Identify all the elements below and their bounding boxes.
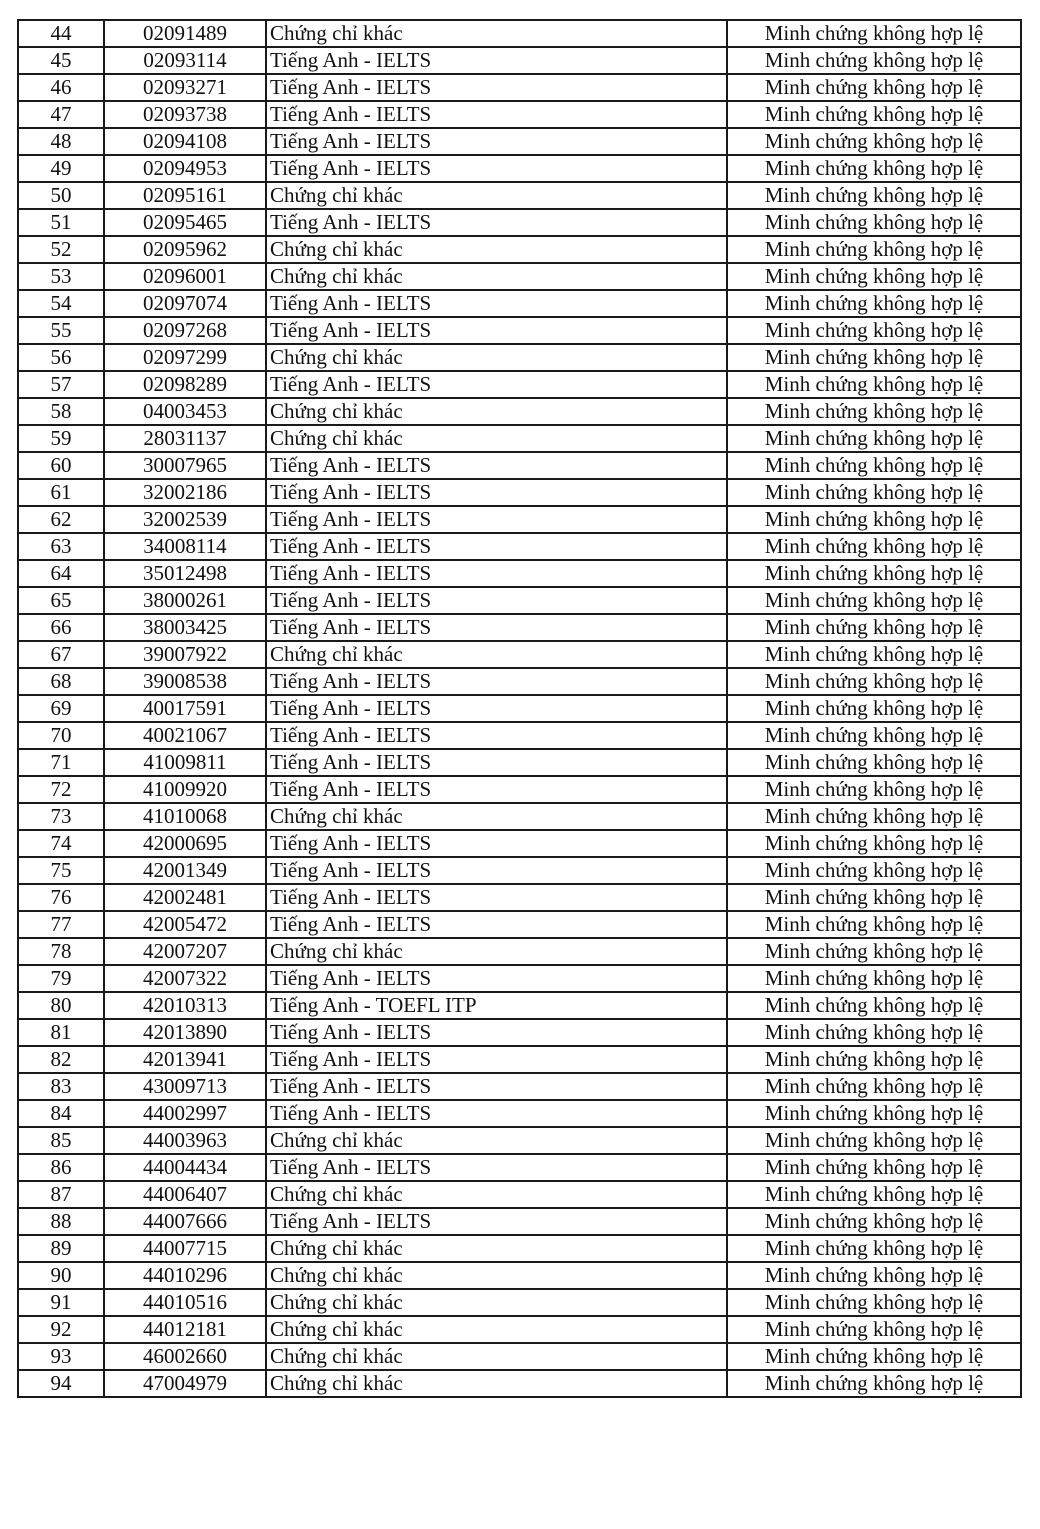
row-number-cell: 88	[18, 1208, 104, 1235]
candidate-id-cell: 32002539	[104, 506, 266, 533]
certificate-cell: Tiếng Anh - IELTS	[266, 1154, 727, 1181]
candidate-id-cell: 02097268	[104, 317, 266, 344]
reason-cell: Minh chứng không hợp lệ	[727, 965, 1021, 992]
certificate-cell: Chứng chỉ khác	[266, 182, 727, 209]
certificate-cell: Tiếng Anh - IELTS	[266, 965, 727, 992]
table-row	[18, 911, 1021, 938]
certificate-cell: Tiếng Anh - IELTS	[266, 884, 727, 911]
certificate-cell: Tiếng Anh - IELTS	[266, 101, 727, 128]
candidate-id-cell: 02098289	[104, 371, 266, 398]
row-number-cell: 79	[18, 965, 104, 992]
reason-cell: Minh chứng không hợp lệ	[727, 1370, 1021, 1397]
table-row	[18, 1181, 1021, 1208]
certificate-cell: Tiếng Anh - IELTS	[266, 290, 727, 317]
certificate-cell: Tiếng Anh - IELTS	[266, 695, 727, 722]
reason-cell: Minh chứng không hợp lệ	[727, 803, 1021, 830]
table-row	[18, 128, 1021, 155]
reason-cell: Minh chứng không hợp lệ	[727, 884, 1021, 911]
candidate-id-cell: 44007715	[104, 1235, 266, 1262]
certificate-cell: Chứng chỉ khác	[266, 236, 727, 263]
document-page	[17, 19, 1009, 1398]
reason-cell: Minh chứng không hợp lệ	[727, 722, 1021, 749]
certificate-cell: Tiếng Anh - IELTS	[266, 830, 727, 857]
row-number-cell: 84	[18, 1100, 104, 1127]
table-row	[18, 1208, 1021, 1235]
reason-cell: Minh chứng không hợp lệ	[727, 668, 1021, 695]
table-row	[18, 47, 1021, 74]
row-number-cell: 49	[18, 155, 104, 182]
table-row	[18, 290, 1021, 317]
reason-cell: Minh chứng không hợp lệ	[727, 425, 1021, 452]
reason-cell: Minh chứng không hợp lệ	[727, 101, 1021, 128]
candidate-id-cell: 46002660	[104, 1343, 266, 1370]
certificate-cell: Tiếng Anh - IELTS	[266, 74, 727, 101]
row-number-cell: 44	[18, 20, 104, 47]
certificate-cell: Chứng chỉ khác	[266, 1370, 727, 1397]
table-row	[18, 1343, 1021, 1370]
table-row	[18, 425, 1021, 452]
table-row	[18, 830, 1021, 857]
reason-cell: Minh chứng không hợp lệ	[727, 1100, 1021, 1127]
table-row	[18, 1154, 1021, 1181]
candidate-id-cell: 02094108	[104, 128, 266, 155]
candidate-id-cell: 02097074	[104, 290, 266, 317]
certificate-cell: Tiếng Anh - IELTS	[266, 1208, 727, 1235]
row-number-cell: 46	[18, 74, 104, 101]
table-row	[18, 209, 1021, 236]
certificate-cell: Chứng chỉ khác	[266, 1343, 727, 1370]
table-row	[18, 614, 1021, 641]
table-row	[18, 479, 1021, 506]
reason-cell: Minh chứng không hợp lệ	[727, 938, 1021, 965]
row-number-cell: 92	[18, 1316, 104, 1343]
reason-cell: Minh chứng không hợp lệ	[727, 182, 1021, 209]
table-body	[18, 20, 1021, 1397]
table-row	[18, 884, 1021, 911]
row-number-cell: 85	[18, 1127, 104, 1154]
row-number-cell: 87	[18, 1181, 104, 1208]
candidate-id-cell: 40017591	[104, 695, 266, 722]
table-row	[18, 722, 1021, 749]
reason-cell: Minh chứng không hợp lệ	[727, 1127, 1021, 1154]
row-number-cell: 66	[18, 614, 104, 641]
table-row	[18, 371, 1021, 398]
candidate-id-cell: 30007965	[104, 452, 266, 479]
row-number-cell: 78	[18, 938, 104, 965]
certificate-cell: Chứng chỉ khác	[266, 398, 727, 425]
reason-cell: Minh chứng không hợp lệ	[727, 452, 1021, 479]
row-number-cell: 70	[18, 722, 104, 749]
reason-cell: Minh chứng không hợp lệ	[727, 344, 1021, 371]
table-row	[18, 1289, 1021, 1316]
certificate-cell: Tiếng Anh - IELTS	[266, 587, 727, 614]
row-number-cell: 58	[18, 398, 104, 425]
reason-cell: Minh chứng không hợp lệ	[727, 209, 1021, 236]
table-row	[18, 1046, 1021, 1073]
certificate-cell: Chứng chỉ khác	[266, 20, 727, 47]
certificate-cell: Tiếng Anh - IELTS	[266, 668, 727, 695]
certificate-cell: Tiếng Anh - IELTS	[266, 1019, 727, 1046]
candidate-id-cell: 42013941	[104, 1046, 266, 1073]
certificate-cell: Chứng chỉ khác	[266, 263, 727, 290]
row-number-cell: 82	[18, 1046, 104, 1073]
candidate-id-cell: 42005472	[104, 911, 266, 938]
table-row	[18, 236, 1021, 263]
certificate-cell: Tiếng Anh - IELTS	[266, 722, 727, 749]
certificate-cell: Tiếng Anh - IELTS	[266, 479, 727, 506]
table-row	[18, 74, 1021, 101]
row-number-cell: 63	[18, 533, 104, 560]
row-number-cell: 71	[18, 749, 104, 776]
certificate-cell: Chứng chỉ khác	[266, 1127, 727, 1154]
reason-cell: Minh chứng không hợp lệ	[727, 749, 1021, 776]
table-row	[18, 1235, 1021, 1262]
candidate-id-cell: 42001349	[104, 857, 266, 884]
certificate-cell: Tiếng Anh - IELTS	[266, 47, 727, 74]
table-row	[18, 101, 1021, 128]
candidate-id-cell: 02095161	[104, 182, 266, 209]
certificate-cell: Chứng chỉ khác	[266, 1235, 727, 1262]
certificate-cell: Tiếng Anh - IELTS	[266, 1100, 727, 1127]
candidate-id-cell: 41009920	[104, 776, 266, 803]
row-number-cell: 52	[18, 236, 104, 263]
candidate-id-cell: 28031137	[104, 425, 266, 452]
candidate-id-cell: 02094953	[104, 155, 266, 182]
row-number-cell: 55	[18, 317, 104, 344]
reason-cell: Minh chứng không hợp lệ	[727, 587, 1021, 614]
certificate-cell: Tiếng Anh - IELTS	[266, 614, 727, 641]
row-number-cell: 75	[18, 857, 104, 884]
certificate-cell: Chứng chỉ khác	[266, 641, 727, 668]
certificate-cell: Tiếng Anh - IELTS	[266, 560, 727, 587]
table-row	[18, 668, 1021, 695]
reason-cell: Minh chứng không hợp lệ	[727, 20, 1021, 47]
candidate-id-cell: 42013890	[104, 1019, 266, 1046]
row-number-cell: 69	[18, 695, 104, 722]
row-number-cell: 48	[18, 128, 104, 155]
candidate-id-cell: 42007207	[104, 938, 266, 965]
row-number-cell: 89	[18, 1235, 104, 1262]
candidate-id-cell: 41010068	[104, 803, 266, 830]
reason-cell: Minh chứng không hợp lệ	[727, 263, 1021, 290]
table-row	[18, 1370, 1021, 1397]
certificate-cell: Tiếng Anh - IELTS	[266, 776, 727, 803]
certificate-cell: Chứng chỉ khác	[266, 1316, 727, 1343]
table-row	[18, 560, 1021, 587]
candidate-id-cell: 44006407	[104, 1181, 266, 1208]
reason-cell: Minh chứng không hợp lệ	[727, 992, 1021, 1019]
candidate-id-cell: 38000261	[104, 587, 266, 614]
reason-cell: Minh chứng không hợp lệ	[727, 506, 1021, 533]
certificate-cell: Chứng chỉ khác	[266, 344, 727, 371]
reason-cell: Minh chứng không hợp lệ	[727, 560, 1021, 587]
table-row	[18, 1019, 1021, 1046]
candidate-id-cell: 39008538	[104, 668, 266, 695]
candidate-id-cell: 32002186	[104, 479, 266, 506]
reason-cell: Minh chứng không hợp lệ	[727, 533, 1021, 560]
reason-cell: Minh chứng không hợp lệ	[727, 1235, 1021, 1262]
row-number-cell: 54	[18, 290, 104, 317]
candidate-id-cell: 02093738	[104, 101, 266, 128]
row-number-cell: 65	[18, 587, 104, 614]
reason-cell: Minh chứng không hợp lệ	[727, 911, 1021, 938]
table-row	[18, 1316, 1021, 1343]
candidate-id-cell: 02095962	[104, 236, 266, 263]
candidate-id-cell: 02093271	[104, 74, 266, 101]
table-row	[18, 938, 1021, 965]
candidate-id-cell: 40021067	[104, 722, 266, 749]
certificate-cell: Chứng chỉ khác	[266, 938, 727, 965]
table-row	[18, 695, 1021, 722]
row-number-cell: 91	[18, 1289, 104, 1316]
candidate-id-cell: 35012498	[104, 560, 266, 587]
reason-cell: Minh chứng không hợp lệ	[727, 1073, 1021, 1100]
row-number-cell: 64	[18, 560, 104, 587]
row-number-cell: 86	[18, 1154, 104, 1181]
reason-cell: Minh chứng không hợp lệ	[727, 695, 1021, 722]
candidate-id-cell: 02093114	[104, 47, 266, 74]
candidate-id-cell: 44007666	[104, 1208, 266, 1235]
certificate-cell: Tiếng Anh - IELTS	[266, 533, 727, 560]
table-row	[18, 1262, 1021, 1289]
certificate-cell: Tiếng Anh - IELTS	[266, 749, 727, 776]
certificate-cell: Tiếng Anh - IELTS	[266, 1073, 727, 1100]
row-number-cell: 59	[18, 425, 104, 452]
row-number-cell: 51	[18, 209, 104, 236]
certificate-cell: Tiếng Anh - IELTS	[266, 155, 727, 182]
reason-cell: Minh chứng không hợp lệ	[727, 1154, 1021, 1181]
reason-cell: Minh chứng không hợp lệ	[727, 128, 1021, 155]
candidate-id-cell: 04003453	[104, 398, 266, 425]
row-number-cell: 93	[18, 1343, 104, 1370]
table-row	[18, 20, 1021, 47]
table-row	[18, 965, 1021, 992]
candidate-id-cell: 44002997	[104, 1100, 266, 1127]
reason-cell: Minh chứng không hợp lệ	[727, 1316, 1021, 1343]
row-number-cell: 83	[18, 1073, 104, 1100]
candidate-id-cell: 44012181	[104, 1316, 266, 1343]
row-number-cell: 61	[18, 479, 104, 506]
certificate-cell: Chứng chỉ khác	[266, 803, 727, 830]
candidate-id-cell: 41009811	[104, 749, 266, 776]
certificate-cell: Tiếng Anh - IELTS	[266, 857, 727, 884]
row-number-cell: 60	[18, 452, 104, 479]
candidate-id-cell: 02096001	[104, 263, 266, 290]
reason-cell: Minh chứng không hợp lệ	[727, 1343, 1021, 1370]
reason-cell: Minh chứng không hợp lệ	[727, 857, 1021, 884]
reason-cell: Minh chứng không hợp lệ	[727, 290, 1021, 317]
row-number-cell: 67	[18, 641, 104, 668]
reason-cell: Minh chứng không hợp lệ	[727, 1181, 1021, 1208]
reason-cell: Minh chứng không hợp lệ	[727, 47, 1021, 74]
row-number-cell: 74	[18, 830, 104, 857]
table-row	[18, 749, 1021, 776]
candidate-id-cell: 44004434	[104, 1154, 266, 1181]
candidate-id-cell: 47004979	[104, 1370, 266, 1397]
candidate-id-cell: 44010296	[104, 1262, 266, 1289]
candidate-id-cell: 42002481	[104, 884, 266, 911]
certificate-cell: Tiếng Anh - IELTS	[266, 209, 727, 236]
row-number-cell: 81	[18, 1019, 104, 1046]
certificate-cell: Chứng chỉ khác	[266, 1181, 727, 1208]
reason-cell: Minh chứng không hợp lệ	[727, 74, 1021, 101]
reason-cell: Minh chứng không hợp lệ	[727, 830, 1021, 857]
table-row	[18, 344, 1021, 371]
table-row	[18, 857, 1021, 884]
certificate-cell: Chứng chỉ khác	[266, 425, 727, 452]
reason-cell: Minh chứng không hợp lệ	[727, 317, 1021, 344]
candidate-id-cell: 34008114	[104, 533, 266, 560]
candidate-table	[17, 19, 1022, 1398]
table-row	[18, 155, 1021, 182]
table-row	[18, 1100, 1021, 1127]
table-row	[18, 506, 1021, 533]
reason-cell: Minh chứng không hợp lệ	[727, 155, 1021, 182]
reason-cell: Minh chứng không hợp lệ	[727, 398, 1021, 425]
reason-cell: Minh chứng không hợp lệ	[727, 776, 1021, 803]
reason-cell: Minh chứng không hợp lệ	[727, 1208, 1021, 1235]
table-row	[18, 587, 1021, 614]
certificate-cell: Chứng chỉ khác	[266, 1289, 727, 1316]
candidate-id-cell: 02097299	[104, 344, 266, 371]
certificate-cell: Tiếng Anh - IELTS	[266, 452, 727, 479]
reason-cell: Minh chứng không hợp lệ	[727, 1019, 1021, 1046]
candidate-id-cell: 42007322	[104, 965, 266, 992]
certificate-cell: Tiếng Anh - IELTS	[266, 911, 727, 938]
row-number-cell: 76	[18, 884, 104, 911]
row-number-cell: 57	[18, 371, 104, 398]
row-number-cell: 53	[18, 263, 104, 290]
row-number-cell: 50	[18, 182, 104, 209]
reason-cell: Minh chứng không hợp lệ	[727, 479, 1021, 506]
certificate-cell: Tiếng Anh - IELTS	[266, 128, 727, 155]
row-number-cell: 72	[18, 776, 104, 803]
row-number-cell: 94	[18, 1370, 104, 1397]
reason-cell: Minh chứng không hợp lệ	[727, 1262, 1021, 1289]
candidate-id-cell: 39007922	[104, 641, 266, 668]
table-row	[18, 776, 1021, 803]
table-row	[18, 263, 1021, 290]
row-number-cell: 77	[18, 911, 104, 938]
row-number-cell: 68	[18, 668, 104, 695]
reason-cell: Minh chứng không hợp lệ	[727, 236, 1021, 263]
reason-cell: Minh chứng không hợp lệ	[727, 1046, 1021, 1073]
candidate-id-cell: 38003425	[104, 614, 266, 641]
certificate-cell: Tiếng Anh - IELTS	[266, 317, 727, 344]
table-row	[18, 641, 1021, 668]
row-number-cell: 47	[18, 101, 104, 128]
table-row	[18, 992, 1021, 1019]
certificate-cell: Tiếng Anh - IELTS	[266, 371, 727, 398]
row-number-cell: 80	[18, 992, 104, 1019]
row-number-cell: 90	[18, 1262, 104, 1289]
candidate-id-cell: 02091489	[104, 20, 266, 47]
table-row	[18, 533, 1021, 560]
row-number-cell: 45	[18, 47, 104, 74]
candidate-id-cell: 42010313	[104, 992, 266, 1019]
table-row	[18, 317, 1021, 344]
certificate-cell: Tiếng Anh - IELTS	[266, 1046, 727, 1073]
candidate-id-cell: 44003963	[104, 1127, 266, 1154]
candidate-id-cell: 02095465	[104, 209, 266, 236]
table-row	[18, 803, 1021, 830]
certificate-cell: Tiếng Anh - TOEFL ITP	[266, 992, 727, 1019]
table-row	[18, 452, 1021, 479]
candidate-id-cell: 42000695	[104, 830, 266, 857]
certificate-cell: Tiếng Anh - IELTS	[266, 506, 727, 533]
certificate-cell: Chứng chỉ khác	[266, 1262, 727, 1289]
row-number-cell: 56	[18, 344, 104, 371]
table-row	[18, 398, 1021, 425]
table-row	[18, 1073, 1021, 1100]
candidate-id-cell: 44010516	[104, 1289, 266, 1316]
reason-cell: Minh chứng không hợp lệ	[727, 641, 1021, 668]
table-row	[18, 182, 1021, 209]
reason-cell: Minh chứng không hợp lệ	[727, 614, 1021, 641]
candidate-id-cell: 43009713	[104, 1073, 266, 1100]
row-number-cell: 62	[18, 506, 104, 533]
table-row	[18, 1127, 1021, 1154]
reason-cell: Minh chứng không hợp lệ	[727, 1289, 1021, 1316]
reason-cell: Minh chứng không hợp lệ	[727, 371, 1021, 398]
row-number-cell: 73	[18, 803, 104, 830]
